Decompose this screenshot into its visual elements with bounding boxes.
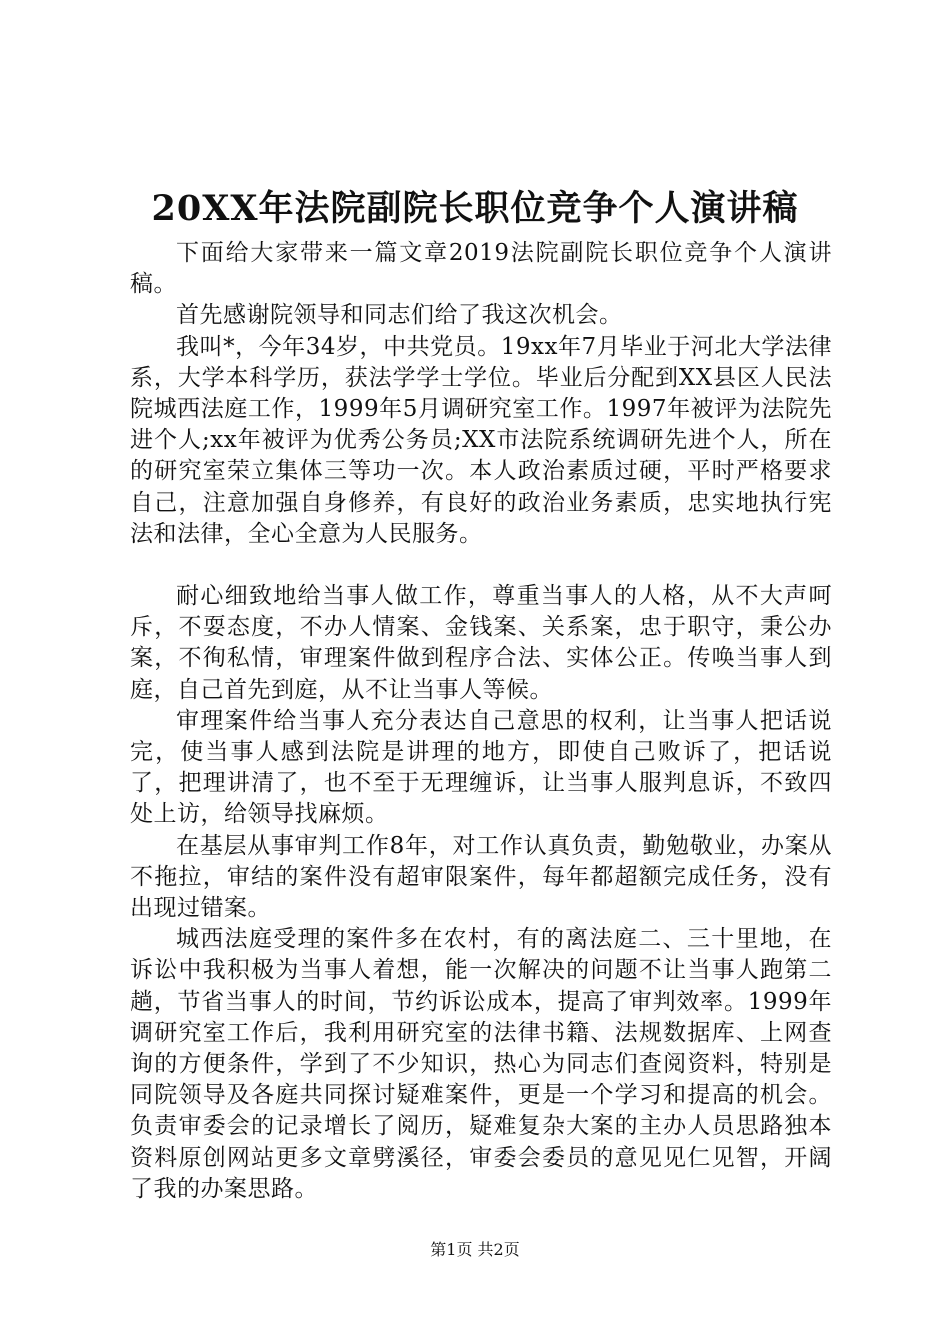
paragraph-thanks: 首先感谢院领导和同志们给了我这次机会。	[176, 302, 623, 329]
document-body	[130, 238, 832, 1205]
paragraph-intro: 下面给大家带来一篇文章2019法院副院长职位竞争个人演讲稿。	[130, 240, 832, 298]
paragraph-grassroots: 在基层从事审判工作8年，对工作认真负责，勤勉敬业，办案从不拖拉，审结的案件没有超审限案件，每年都超额完成任务，没有出现过错案。	[130, 832, 832, 922]
paragraph-trial-rights: 审理案件给当事人充分表达自己意思的权利，让当事人把话说完，使当事人感到法院是讲理的地方，即使自己败诉了，把话说了，把理讲清了，也不至于无理缠诉，让当事人服判息诉，不致四处上访，给领导找麻烦。	[130, 707, 832, 828]
document-title: 20XX年法院副院长职位竞争个人演讲稿	[151, 188, 799, 229]
paragraph-self-intro: 我叫*，今年34岁，中共党员。19xx年7月毕业于河北大学法律系，大学本科学历，获法学学士学位。毕业后分配到XX县区人民法院城西法庭工作，1999年5月调研究室工作。1997年被评为法院先进个人;xx年被评为优秀公务员;XX市法院系统调研先进个人，所在的研究室荣立集体三等功一次。本人政治素质过硬，平时严格要求自己，注意加强自身修养，有良好的政治业务素质，忠实地执行宪法和法律，全心全意为人民服务。	[130, 333, 832, 547]
paragraph-gap	[130, 550, 832, 581]
paragraph-patience: 耐心细致地给当事人做工作，尊重当事人的人格，从不大声呵斥，不耍态度，不办人情案、金钱案、关系案，忠于职守，秉公办案，不徇私情，审理案件做到程序合法、实体公正。传唤当事人到庭，自己首先到庭，从不让当事人等候。	[130, 583, 832, 703]
paragraph-chengxi-court: 城西法庭受理的案件多在农村，有的离法庭二、三十里地，在诉讼中我积极为当事人着想，能一次解决的问题不让当事人跑第二趟，节省当事人的时间，节约诉讼成本，提高了审判效率。1999年调研究室工作后，我利用研究室的法律书籍、法规数据库、上网查询的方便条件，学到了不少知识，热心为同志们查阅资料，特别是同院领导及各庭共同探讨疑难案件，更是一个学习和提高的机会。负责审委会的记录增长了阅历，疑难复杂大案的主办人员思路独本资料原创网站更多文章劈溪径，审委会委员的意见见仁见智，开阔了我的办案思路。	[130, 926, 832, 1202]
page-footer: 第1页 共2页	[430, 1240, 520, 1259]
